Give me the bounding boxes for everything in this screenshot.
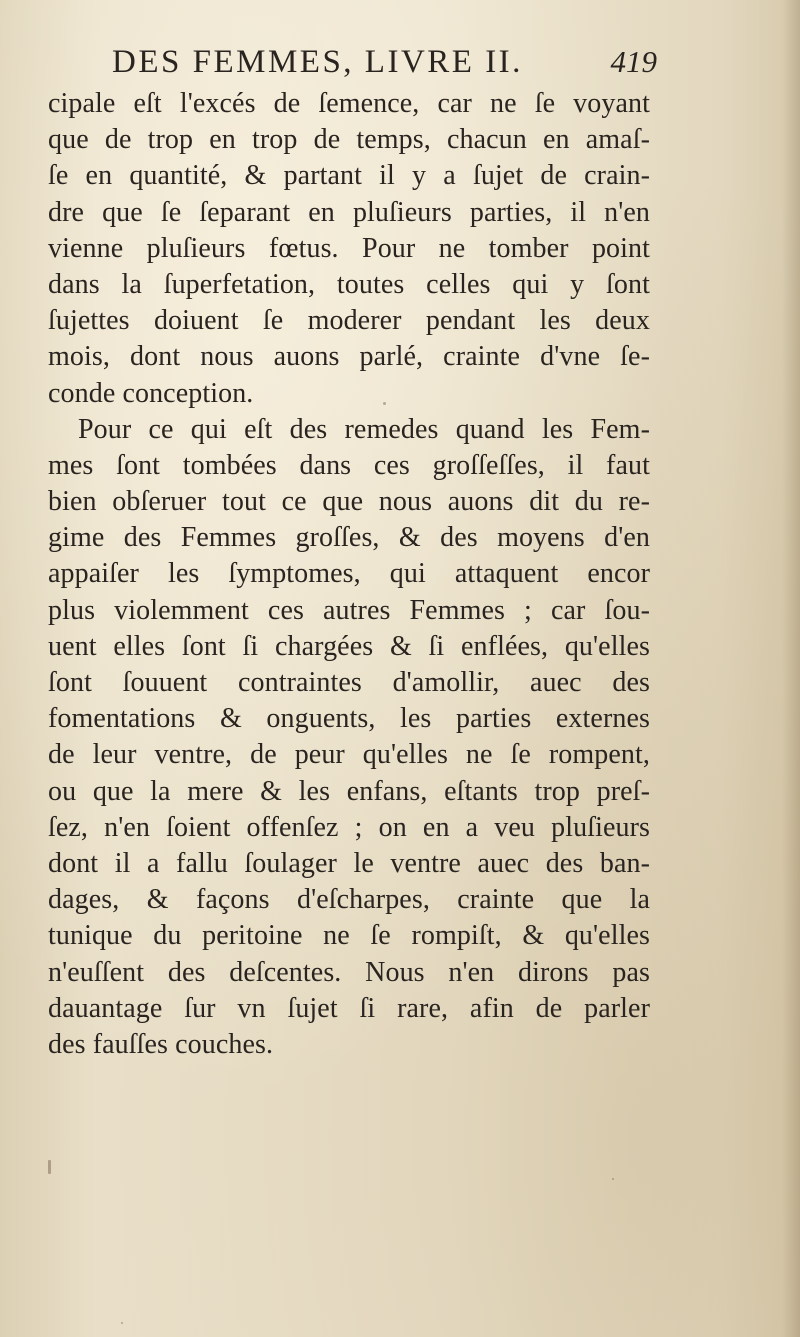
text-line: n'euſſent des deſcentes. Nous n'en dirons pas — [48, 956, 650, 988]
running-title: DES FEMMES, LIVRE II. — [112, 44, 523, 80]
text-line: conde conception. — [48, 377, 254, 409]
text-line: cipale eſt l'excés de ſemence, car ne ſe voyant — [48, 88, 650, 119]
text-line: Pour ce qui eſt des remedes quand les Fem- — [78, 413, 650, 445]
text-line: fomentations & onguents, les parties externes — [48, 703, 650, 735]
text-line: bien obſeruer tout ce que nous auons dit du re- — [48, 486, 650, 518]
running-head — [112, 44, 657, 92]
text-line: mes ſont tombées dans ces groſſeſſes, il faut — [48, 449, 650, 481]
text-block — [48, 86, 650, 1063]
text-line: dre que ſe ſeparant en pluſieurs parties, il n'en — [48, 196, 650, 228]
text-line: dans la ſuperfetation, toutes celles qui y ſont — [48, 268, 650, 300]
text-line: uent elles ſont ſi chargées & ſi enflées, qu'elles — [48, 630, 650, 662]
text-line: ſe en quantité, & partant il y a ſujet de crain- — [48, 160, 650, 192]
text-line: de leur ventre, de peur qu'elles ne ſe rompent, — [48, 739, 650, 771]
text-line: plus violemment ces autres Femmes ; car ſou- — [48, 594, 650, 626]
text-line: des fauſſes couches. — [48, 1028, 274, 1060]
text-line: mois, dont nous auons parlé, crainte d'vne ſe- — [48, 341, 650, 373]
text-line: que de trop en trop de temps, chacun en amaſ- — [48, 124, 650, 156]
text-line: gime des Femmes groſſes, & des moyens d'en — [48, 522, 650, 554]
text-line: dauantage ſur vn ſujet ſi rare, afin de parler — [48, 992, 650, 1024]
text-line: dages, & façons d'eſcharpes, crainte que la — [48, 884, 650, 916]
text-line: ou que la mere & les enfans, eſtants trop preſ- — [48, 775, 650, 807]
page-number: 419 — [610, 44, 657, 79]
text-line: ſujettes doiuent ſe moderer pendant les deux — [48, 305, 650, 337]
text-line: vienne pluſieurs fœtus. Pour ne tomber point — [48, 232, 650, 264]
text-line: ſez, n'en ſoient offenſez ; on en a veu pluſieurs — [48, 811, 650, 843]
text-line: ſont ſouuent contraintes d'amollir, auec des — [48, 667, 650, 698]
paper-speck — [612, 1178, 614, 1180]
paragraph-1 — [48, 86, 650, 412]
paper-speck — [121, 1322, 123, 1324]
text-line: dont il a fallu ſoulager le ventre auec des ban- — [48, 847, 650, 879]
text-line: appaiſer les ſymptomes, qui attaquent encor — [48, 558, 650, 590]
text-line: tunique du peritoine ne ſe rompiſt, & qu'elles — [48, 920, 650, 952]
paper-speck — [383, 402, 386, 405]
page-edge-shadow — [782, 0, 800, 1337]
paragraph-2 — [48, 412, 650, 1063]
paper-speck — [48, 1160, 51, 1174]
